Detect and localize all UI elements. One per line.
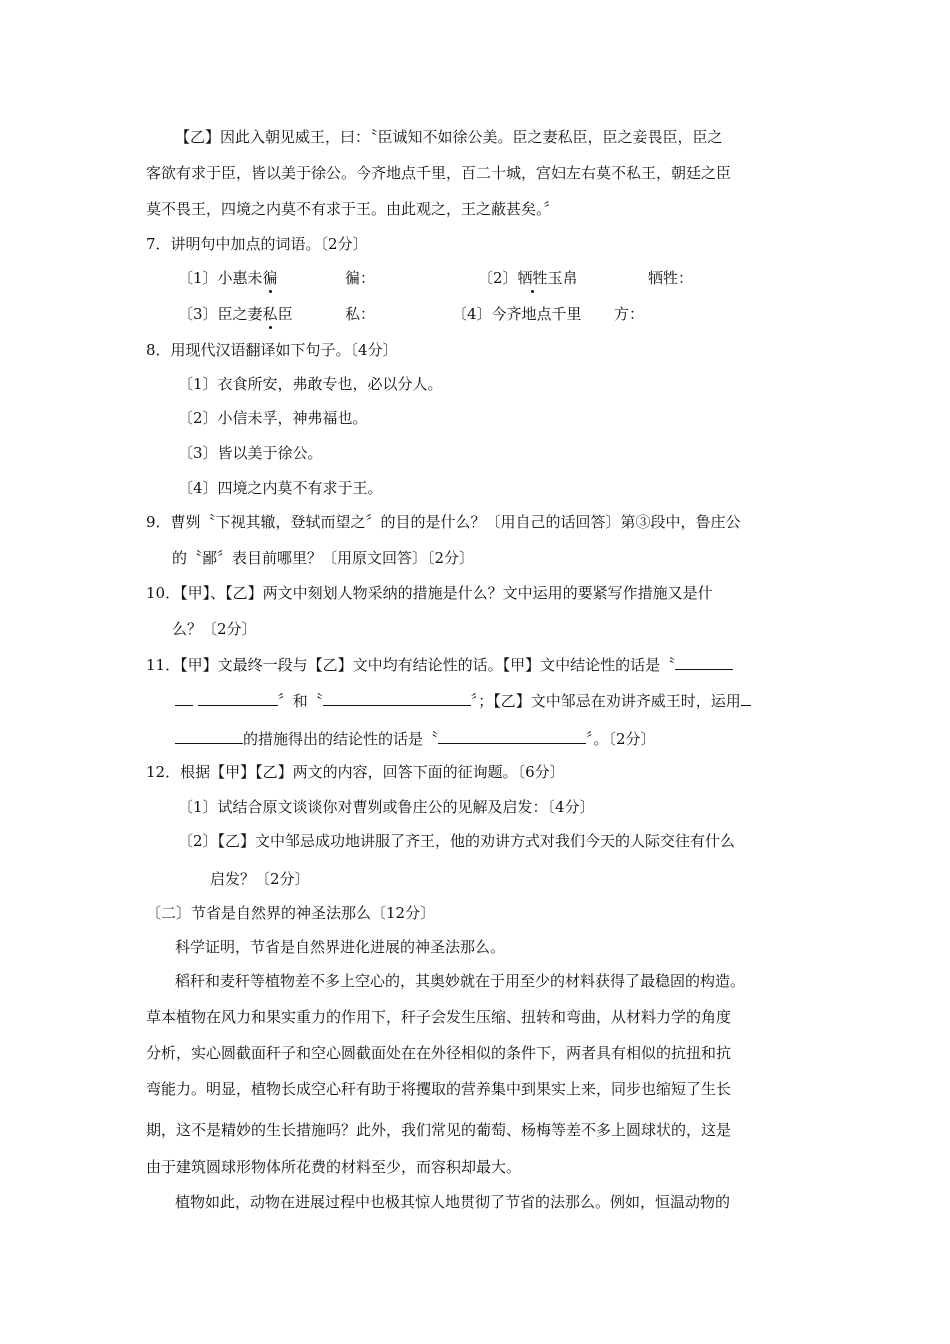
paragraph-line: 分析，实心圆截面秆子和空心圆截面处在在外径相似的条件下，两者具有相似的抗扭和抗 [146,1044,732,1062]
item-text: 臣 [277,305,293,323]
question-12-stem: 12．根据【甲】【乙】两文的内容，回答下面的征询题。〔6分〕 [146,763,565,781]
question-7-stem: 7．讲明句中加点的词语。〔2分〕 [146,235,368,253]
question-text: 〞。〔2分〕 [586,730,656,748]
question-10-line: 10．【甲】、【乙】两文中刻划人物采纳的措施是什么？文中运用的要紧写作措施又是什 [146,584,713,602]
item-text: 〔2〕 [478,269,518,287]
paragraph-line: 草本植物在风力和果实重力的作用下，秆子会发生压缩、扭转和弯曲，从材料力学的角度 [146,1008,732,1026]
dotted-word: 牺牲 [517,269,548,287]
question-text: 〞和〝 [277,692,323,710]
answer-blank[interactable] [175,690,193,706]
question-12-item-1: 〔1〕试结合原文谈谈你对曹刿或鲁庄公的见解及启发：〔4分〕 [178,798,595,816]
item-text: 〔1〕小惠未 [178,269,263,287]
question-7-item-4-label: 方： [614,305,645,323]
answer-blank[interactable] [741,690,751,706]
passage-yi-line: 莫不畏王，四境之内莫不有求于王。由此观之，王之蔽甚矣。〞 [146,200,559,218]
question-8-item: 〔4〕四境之内莫不有求于王。 [178,479,383,497]
dotted-word: 私 [262,305,278,323]
question-9-line: 9．曹刿〝下视其辙，登轼而望之〞的目的是什么？〔用自己的话回答〕第③段中，鲁庄公 [146,513,741,531]
question-7-item-3 [178,304,293,324]
question-11-line [175,690,751,711]
question-12-item-2: 启发？〔2分〕 [210,870,310,888]
passage-yi-line: 【乙】因此入朝见威王，曰：〝臣诚知不如徐公美。臣之妻私臣，臣之妾畏臣，臣之 [175,128,723,146]
question-11-line [175,728,656,749]
question-7-item-2-label: 牺牲： [648,269,694,287]
answer-blank[interactable] [323,690,471,706]
question-7-item-3-label: 私： [345,305,376,323]
paragraph-line: 弯能力。明显，植物长成空心秆有助于将攫取的营养集中到果实上来，同步也缩短了生长 [146,1080,732,1098]
section-2-title: 〔二〕节省是自然界的神圣法那么〔12分〕 [146,904,436,922]
question-text: 11．【甲】文最终一段与【乙】文中均有结论性的话。【甲】文中结论性的话是〝 [146,656,676,674]
question-8-item: 〔1〕衣食所安，弗敢专也，必以分人。 [178,375,443,393]
paragraph-line: 植物如此，动物在进展过程中也极其惊人地贯彻了节省的法那么。例如，恒温动物的 [175,1193,731,1211]
answer-blank[interactable] [198,690,278,706]
question-12-item-2: 〔2〕【乙】文中邹忌成功地讲服了齐王，他的劝讲方式对我们今天的人际交往有什么 [178,832,736,850]
question-7-item-1 [178,268,278,288]
question-8-item: 〔2〕小信未孚，神弗福也。 [178,409,368,427]
passage-yi-line: 客欲有求于臣，皆以美于徐公。今齐地点千里，百二十城，宫妇左右莫不私王，朝廷之臣 [146,164,732,182]
question-8-item: 〔3〕皆以美于徐公。 [178,444,323,462]
item-text: 玉帛 [547,269,578,287]
dotted-word: 徧 [262,269,278,287]
paragraph-line: 稻秆和麦秆等植物差不多上空心的，其奥妙就在于用至少的材料获得了最稳固的构造。 [175,972,746,990]
question-10-line: 么？〔2分〕 [172,620,257,638]
answer-blank[interactable] [438,728,586,744]
question-text: 的措施得出的结论性的话是〝 [243,730,439,748]
answer-blank[interactable] [175,728,243,744]
question-8-stem: 8．用现代汉语翻译如下句子。〔4分〕 [146,341,398,359]
paragraph-line: 期，这不是精妙的生长措施吗？此外，我们常见的葡萄、杨梅等差不多上圆球状的，这是 [146,1121,732,1139]
question-7-item-4: 〔4〕今齐地点千里 [452,305,582,323]
question-11-line [146,654,733,675]
paragraph-line: 科学证明，节省是自然界进化进展的神圣法那么。 [175,938,506,956]
answer-blank[interactable] [675,654,733,670]
question-7-item-1-label: 徧： [345,269,376,287]
item-text: 〔3〕臣之妻 [178,305,263,323]
paragraph-line: 由于建筑圆球形物体所花费的材料至少，而容积却最大。 [146,1158,522,1176]
question-text: 〞；【乙】文中邹忌在劝讲齐威王时，运用 [470,692,741,710]
question-7-item-2 [478,268,578,288]
question-9-line: 的〝鄙〞表目前哪里？〔用原文回答〕〔2分〕 [172,549,475,567]
